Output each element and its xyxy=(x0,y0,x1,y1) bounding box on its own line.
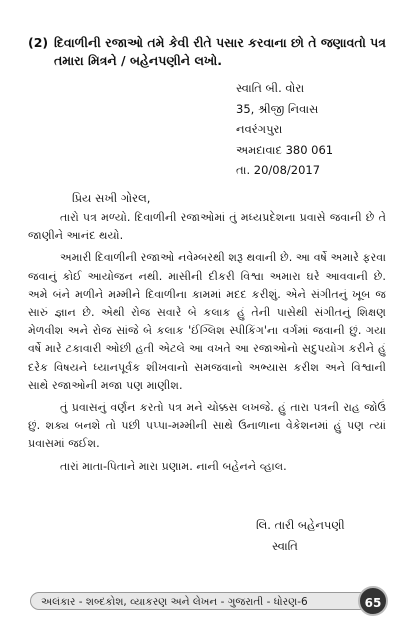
address-line-1: 35, શ્રીજી નિવાસ xyxy=(236,101,319,116)
closing-name: સ્વાતિ xyxy=(272,539,298,553)
address-line-2: નવરંગપુરા xyxy=(236,122,283,136)
address-line-3: અમદાવાદ 380 061 xyxy=(236,142,334,157)
closing-line: લિ. તારી બહેનપણી xyxy=(256,518,345,532)
paragraph-1: તારો પત્ર મળ્યો. દિવાળીની રજાઓમાં તું મધ્યપ્રદેશના પ્રવાસે જવાની છે તે જાણીને આનંદ થયો. xyxy=(28,211,386,243)
question-text: દિવાળીની રજાઓ તમે કેવી રીતે પસાર કરવાના છો તે જણાવતો પત્ર તમારા મિત્રને / બહેનપણીને લખો. xyxy=(54,35,386,68)
paragraph-2: અમારી દિવાળીની રજાઓ નવેમ્બરથી શરૂ થવાની છે. આ વર્ષે અમારે ફરવા જવાનું કોઈ આયોજન નથી. માસીની દીકરી વિશ્વા અમારા ઘરે આવવાની છે. અમે બંને મળીને મમ્મીને દિવાળીના કામમાં મદદ કરીશું. એને સંગીતનું ખૂબ જ સારું જ્ઞાન છે. એથી રોજ સવારે બે કલાક હું તેની પાસેથી સંગીતનું શિક્ષણ મેળવીશ અને રોજ સાંજે બે કલાક 'ઈંગ્લિશ સ્પીકિંગ'ના વર્ગમાં જવાની છું. ગયા વર્ષે મારે ટકાવારી ઓછી હતી એટલે આ વખતે આ રજાઓનો સદુપયોગ કરીને હું દરેક વિષયને ધ્યાનપૂર્વક શીખવાનો સમજવાનો અભ્યાસ કરીશ અને વિશ્વાની સાથે રજાઓની મજા પણ માણીશ. xyxy=(28,251,386,392)
page-number-badge: 65 xyxy=(358,586,388,616)
sender-address xyxy=(236,78,396,181)
sender-name: સ્વાતિ બી. વોરા xyxy=(236,81,305,95)
letter-body xyxy=(28,209,386,480)
question-number: (2) xyxy=(28,35,49,50)
letter-date: તા. 20/08/2017 xyxy=(236,163,321,177)
salutation: પ્રિય સખી ગોરલ, xyxy=(72,191,151,205)
paragraph-3: તું પ્રવાસનું વર્ણન કરતો પત્ર મને ચોક્કસ લખજે. હું તારા પત્રની રાહ જોઉં છું. શક્ય બનશે તો પછી પપ્પા-મમ્મીની સાથે ઉનાળાના વેકેશનમાં હું પણ ત્યાં પ્રવાસમાં જઈશ. xyxy=(28,401,386,451)
paragraph-4: તારાં માતા-પિતાને મારા પ્રણામ. નાની બહેનને વ્હાલ. xyxy=(60,459,287,473)
footer-band: અલંકાર - શબ્દકોશ, વ્યાકરણ અને લેખન - ગુજરાતી - ધોરણ-6 xyxy=(30,592,365,610)
question-block xyxy=(28,34,388,70)
letter-closing xyxy=(256,515,345,557)
